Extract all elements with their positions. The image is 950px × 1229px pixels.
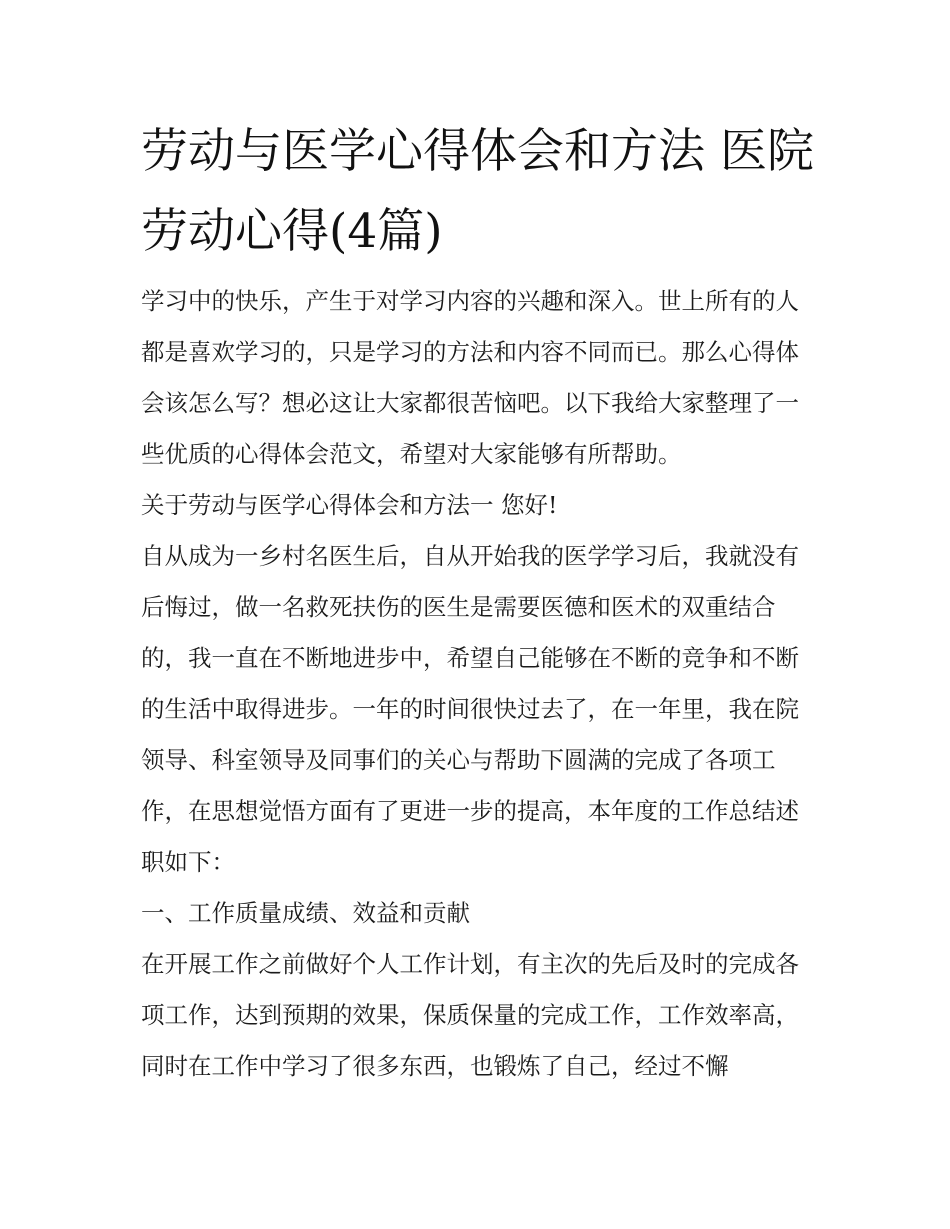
paragraph-section-heading: 关于劳动与医学心得体会和方法一 您好! [141,491,558,519]
paragraph-main: 自从成为一乡村名医生后，自从开始我的医学学习后，我就没有后悔过，做一名救死扶伤的医生是需要医德和医术的双重结合的，我一直在不断地进步中，希望自己能够在不断的竞争和不断的生活中取得进步。一年的时间很快过去了，在一年里，我在院领导、科室领导及同事们的关心与帮助下圆满的完成了各项工作，在思想觉悟方面有了更进一步的提高，本年度的工作总结述职如下： [141,542,799,876]
document-body [141,276,821,1092]
paragraph-work-quality: 在开展工作之前做好个人工作计划，有主次的先后及时的完成各项工作，达到预期的效果，保质保量的完成工作，工作效率高，同时在工作中学习了很多东西，也锻炼了自己，经过不懈 [141,950,799,1080]
paragraph-subheading: 一、工作质量成绩、效益和贡献 [141,899,470,927]
paragraph-intro: 学习中的快乐，产生于对学习内容的兴趣和深入。世上所有的人都是喜欢学习的，只是学习的方法和内容不同而已。那么心得体会该怎么写？想必这让大家都很苦恼吧。以下我给大家整理了一些优质的心得体会范文，希望对大家能够有所帮助。 [141,287,799,468]
document-title: 劳动与医学心得体会和方法 医院劳动心得(4篇) [141,124,814,259]
